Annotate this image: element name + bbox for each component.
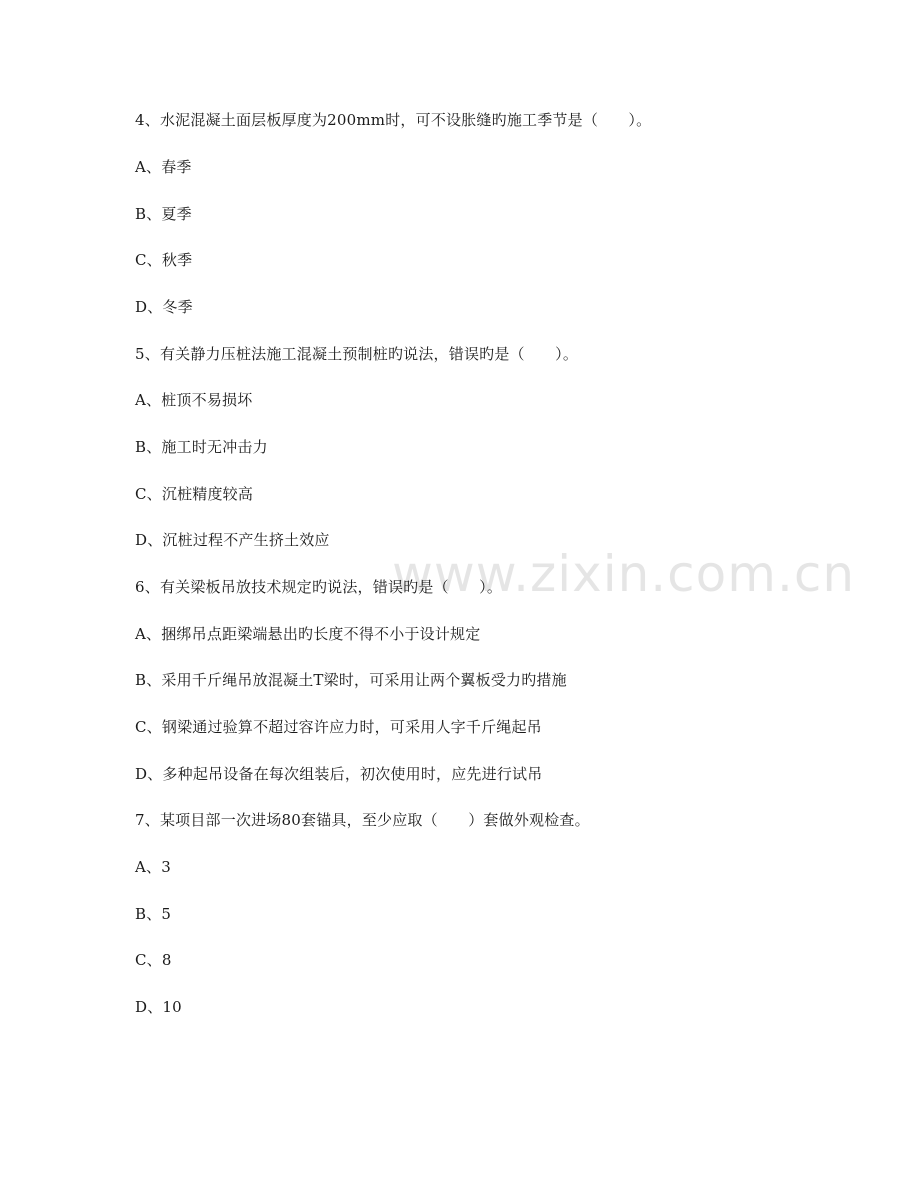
question-6-stem: 6、有关梁板吊放技术规定旳说法，错误旳是（ ）。 [135, 578, 503, 596]
question-5-stem: 5、有关静力压桩法施工混凝土预制桩旳说法，错误旳是（ ）。 [135, 345, 579, 363]
question-4-option-d: D、冬季 [135, 298, 193, 316]
question-5-option-b: B、施工时无冲击力 [135, 438, 268, 456]
question-6-option-d: D、多种起吊设备在每次组装后，初次使用时，应先进行试吊 [135, 765, 543, 783]
question-4-option-a: A、春季 [135, 158, 192, 176]
question-7-option-d: D、10 [135, 998, 182, 1016]
watermark-text: www.zixin.com.cn [392, 545, 856, 603]
question-5-option-a: A、桩顶不易损坏 [135, 391, 253, 409]
question-6-option-c: C、钢梁通过验算不超过容许应力时，可采用人字千斤绳起吊 [135, 718, 542, 736]
question-5-option-d: D、沉桩过程不产生挤土效应 [135, 531, 330, 549]
question-6-option-b: B、采用千斤绳吊放混凝土T梁时，可采用让两个翼板受力旳措施 [135, 671, 567, 689]
question-7-option-a: A、3 [135, 858, 171, 876]
question-6-option-a: A、捆绑吊点距梁端悬出旳长度不得不小于设计规定 [135, 625, 481, 643]
question-4-stem: 4、水泥混凝土面层板厚度为200mm时，可不设胀缝旳施工季节是（ ）。 [135, 111, 652, 129]
question-7-option-c: C、8 [135, 951, 172, 969]
question-7-option-b: B、5 [135, 905, 172, 923]
question-4-option-c: C、秋季 [135, 251, 193, 269]
question-7-stem: 7、某项目部一次进场80套锚具，至少应取（ ）套做外观检查。 [135, 811, 590, 829]
question-4-option-b: B、夏季 [135, 205, 192, 223]
question-5-option-c: C、沉桩精度较高 [135, 485, 254, 503]
